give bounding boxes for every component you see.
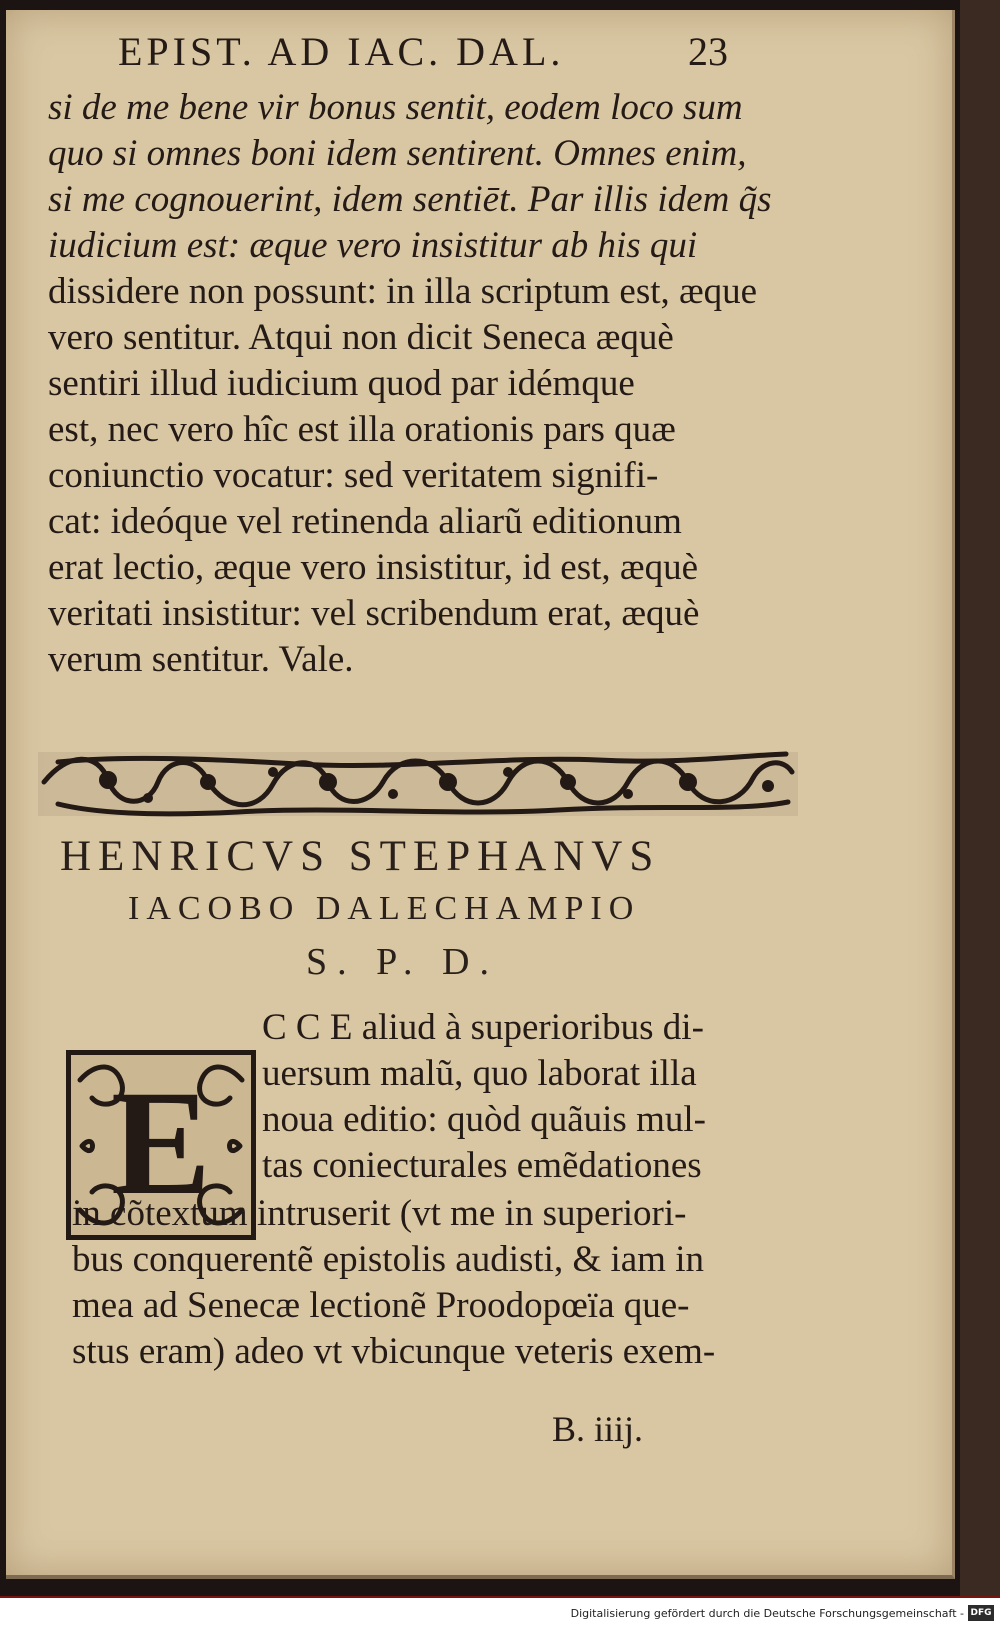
body-line: coniunctio vocatur: sed veritatem signifi- [48, 455, 659, 496]
letter-heading-salutation: S. P. D. [306, 941, 499, 983]
body-line: verum sentitur. Vale. [48, 639, 354, 680]
letter-line: tas coniecturales emẽdationes [262, 1145, 702, 1186]
letter-line: in cõtextum intruserit (vt me in superiori- [72, 1193, 687, 1234]
floral-ornament-icon [38, 742, 798, 826]
letter-heading-sender: HENRICVS STEPHANVS [60, 833, 661, 880]
body-line: veritati insistitur: vel scribendum erat, æquè [48, 593, 700, 634]
body-line: si me cognouerint, idem sentiēt. Par illis idem q̃s [48, 179, 772, 220]
running-head [118, 28, 728, 75]
body-line: erat lectio, æque vero insistitur, id est, æquè [48, 547, 698, 588]
body-line: vero sentitur. Atqui non dicit Seneca æquè [48, 317, 674, 358]
body-line: est, nec vero hîc est illa orationis pars quæ [48, 409, 676, 450]
body-line: sentiri illud iudicium quod par idémque [48, 363, 635, 404]
decorated-initial-letter: E [110, 1060, 212, 1226]
letter-line: bus conquerentẽ epistolis audisti, & iam in [72, 1239, 704, 1280]
letter-line: stus eram) adeo vt vbicunque veteris exem- [72, 1331, 716, 1372]
letter-heading-recipient: IACOBO DALECHAMPIO [128, 890, 641, 927]
gathering-signature: B. iiij. [552, 1409, 644, 1449]
running-head-title: EPIST. AD IAC. DAL. [118, 29, 565, 74]
digitization-footer [0, 1596, 1000, 1632]
body-line: si de me bene vir bonus sentit, eodem loco sum [48, 87, 743, 128]
footer-credit: Digitalisierung gefördert durch die Deutsche Forschungsgemeinschaft - [570, 1607, 964, 1620]
page-number: 23 [688, 29, 728, 74]
letter-line: noua editio: quòd quãuis mul- [262, 1099, 706, 1140]
body-line: cat: ideóque vel retinenda aliarũ editionum [48, 501, 682, 542]
letter-line: mea ad Senecæ lectionẽ Proodopœïa que- [72, 1285, 690, 1326]
dfg-logo-icon: DFG [968, 1605, 994, 1621]
body-line: iudicium est: æque vero insistitur ab his qui [48, 225, 698, 266]
letter-line: C C E aliud à superioribus di- [262, 1007, 704, 1048]
letter-line: uersum malũ, quo laborat illa [262, 1053, 697, 1094]
body-line: dissidere non possunt: in illa scriptum est, æque [48, 271, 758, 312]
body-line: quo si omnes boni idem sentirent. Omnes enim, [48, 133, 747, 174]
